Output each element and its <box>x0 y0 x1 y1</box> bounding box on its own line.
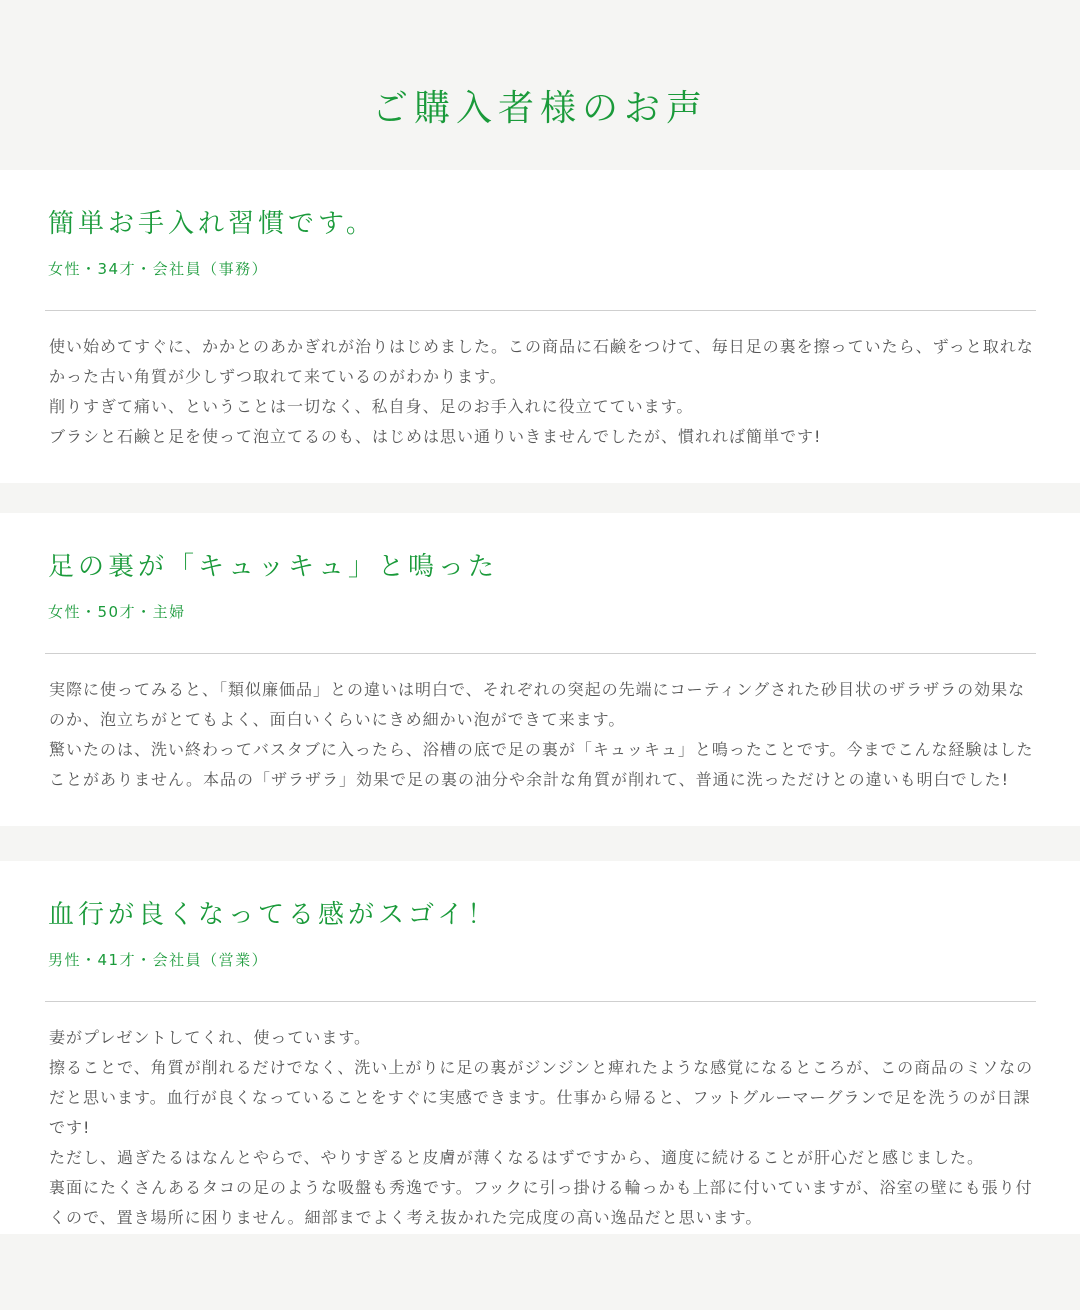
testimonial-title: 足の裏が「キュッキュ」と鳴った <box>48 552 499 582</box>
testimonial-author-meta: 男性・41才・会社員（営業） <box>48 951 269 969</box>
testimonial-paragraph: 使い始めてすぐに、かかとのあかぎれが治りはじめました。この商品に石鹸をつけて、毎日足の裏を擦っていたら、ずっと取れなかった古い角質が少しずつ取れて来ているのがわかります。 <box>49 337 1034 386</box>
testimonial-paragraph: 妻がプレゼントしてくれ、使っています。 <box>49 1028 372 1047</box>
divider <box>45 1001 1036 1002</box>
testimonial-title: 簡単お手入れ習慣です。 <box>48 209 376 239</box>
testimonial-paragraph: 削りすぎて痛い、ということは一切なく、私自身、足のお手入れに役立てています。 <box>49 397 694 416</box>
divider <box>45 653 1036 654</box>
testimonial-body <box>49 1023 1039 1233</box>
testimonial-paragraph: ただし、過ぎたるはなんとやらで、やりすぎると皮膚が薄くなるはずですから、適度に続けることが肝心だと感じました。 <box>49 1148 985 1167</box>
divider <box>45 310 1036 311</box>
page-title: ご購入者様のお声 <box>371 88 708 129</box>
testimonial-card <box>0 513 1080 826</box>
testimonial-paragraph: 裏面にたくさんあるタコの足のような吸盤も秀逸です。フックに引っ掛ける輪っかも上部に付いていますが、浴室の壁にも張り付くので、置き場所に困りません。細部までよく考え抜かれた完成度の高い逸品だと思います。 <box>49 1178 1033 1227</box>
testimonial-paragraph: 驚いたのは、洗い終わってバスタブに入ったら、浴槽の底で足の裏が「キュッキュ」と鳴ったことです。今までこんな経験はしたことがありません。本品の「ザラザラ」効果で足の裏の油分や余計な角質が削れて、普通に洗っただけとの違いも明白でした! <box>49 740 1034 789</box>
testimonial-paragraph: ブラシと石鹸と足を使って泡立てるのも、はじめは思い通りいきませんでしたが、慣れれば簡単です! <box>49 427 822 446</box>
testimonial-author-meta: 女性・34才・会社員（事務） <box>48 260 269 278</box>
testimonial-paragraph: 実際に使ってみると、「類似廉価品」との違いは明白で、それぞれの突起の先端にコーティングされた砂目状のザラザラの効果なのか、泡立ちがとてもよく、面白いくらいにきめ細かい泡ができて来ます。 <box>49 680 1026 729</box>
testimonial-author-meta: 女性・50才・主婦 <box>48 603 186 621</box>
testimonial-title: 血行が良くなってる感がスゴイ！ <box>48 900 498 930</box>
testimonial-body <box>49 332 1039 452</box>
testimonial-paragraph: 擦ることで、角質が削れるだけでなく、洗い上がりに足の裏がジンジンと痺れたような感覚になるところが、この商品のミソなのだと思います。血行が良くなっていることをすぐに実感できます。仕事から帰ると、フットグルーマーグランで足を洗うのが日課です! <box>49 1058 1034 1137</box>
testimonial-card <box>0 170 1080 483</box>
testimonial-body <box>49 675 1039 795</box>
testimonial-card <box>0 861 1080 1234</box>
